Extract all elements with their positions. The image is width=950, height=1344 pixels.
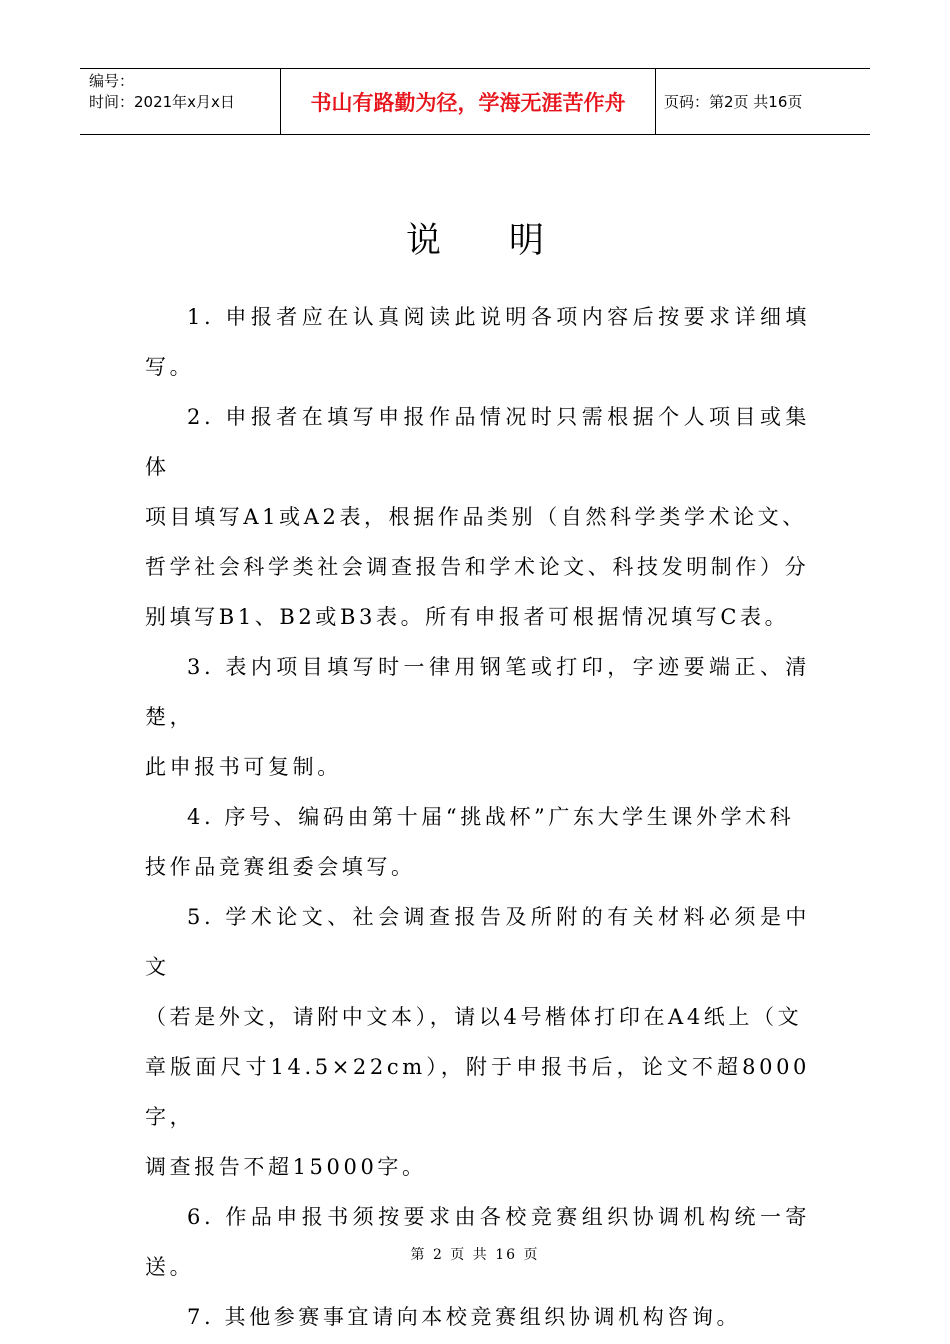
paragraph-line: 3. 表内项目填写时一律用钢笔或打印，字迹要端正、清楚， xyxy=(145,655,810,729)
instruction-paragraph-3 xyxy=(145,642,810,792)
title-char-1: 说 xyxy=(405,221,441,261)
footer-page-number: 第 2 页 共 16 页 xyxy=(410,1247,540,1263)
document-time-label: 时间：2021年x月x日 xyxy=(89,93,235,111)
paragraph-line: 调查报告不超15000字。 xyxy=(145,1155,427,1179)
paragraph-line: 7. 其他参赛事宜请向本校竞赛组织协调机构咨询。 xyxy=(187,1305,742,1329)
header-page-info: 页码：第2页 共16页 xyxy=(664,93,803,111)
paragraph-line: 别填写B1、B2或B3表。所有申报者可根据情况填写C表。 xyxy=(145,605,790,629)
header-motto-cell xyxy=(281,69,656,134)
instructions-body xyxy=(145,292,810,1342)
instruction-paragraph-7 xyxy=(145,1292,810,1342)
document-number-label: 编号： xyxy=(89,72,135,90)
paragraph-line: 4. 序号、编码由第十届“挑战杯”广东大学生课外学术科 xyxy=(187,805,795,829)
instruction-paragraph-1 xyxy=(145,292,810,392)
paragraph-line: 章版面尺寸14.5×22cm），附于申报书后，论文不超8000字， xyxy=(145,1055,810,1129)
paragraph-line: 哲学社会科学类社会调查报告和学术论文、科技发明制作）分 xyxy=(145,555,810,579)
page-footer xyxy=(0,1244,950,1264)
page-title xyxy=(0,213,950,263)
paragraph-line: 此申报书可复制。 xyxy=(145,755,342,779)
paragraph-line: （若是外文，请附中文本），请以4号楷体打印在A4纸上（文 xyxy=(145,1005,803,1029)
paragraph-line: 技作品竞赛组委会填写。 xyxy=(145,855,416,879)
instruction-paragraph-5 xyxy=(145,892,810,1192)
paragraph-line: 1. 申报者应在认真阅读此说明各项内容后按要求详细填写。 xyxy=(145,305,810,379)
instruction-paragraph-2 xyxy=(145,392,810,642)
instruction-paragraph-4 xyxy=(145,792,810,892)
paragraph-line: 6. 作品申报书须按要求由各校竞赛组织协调机构统一寄送。 xyxy=(145,1205,810,1279)
instruction-paragraph-6 xyxy=(145,1192,810,1292)
paragraph-line: 项目填写A1或A2表，根据作品类别（自然科学类学术论文、 xyxy=(145,505,807,529)
header-page-cell xyxy=(656,69,870,134)
header-meta-cell xyxy=(80,69,281,134)
header-motto: 书山有路勤为径，学海无涯苦作舟 xyxy=(310,90,626,115)
paragraph-line: 5. 学术论文、社会调查报告及所附的有关材料必须是中文 xyxy=(145,905,810,979)
paragraph-line: 2. 申报者在填写申报作品情况时只需根据个人项目或集体 xyxy=(145,405,810,479)
header-table xyxy=(80,68,870,135)
title-char-2: 明 xyxy=(509,221,545,261)
